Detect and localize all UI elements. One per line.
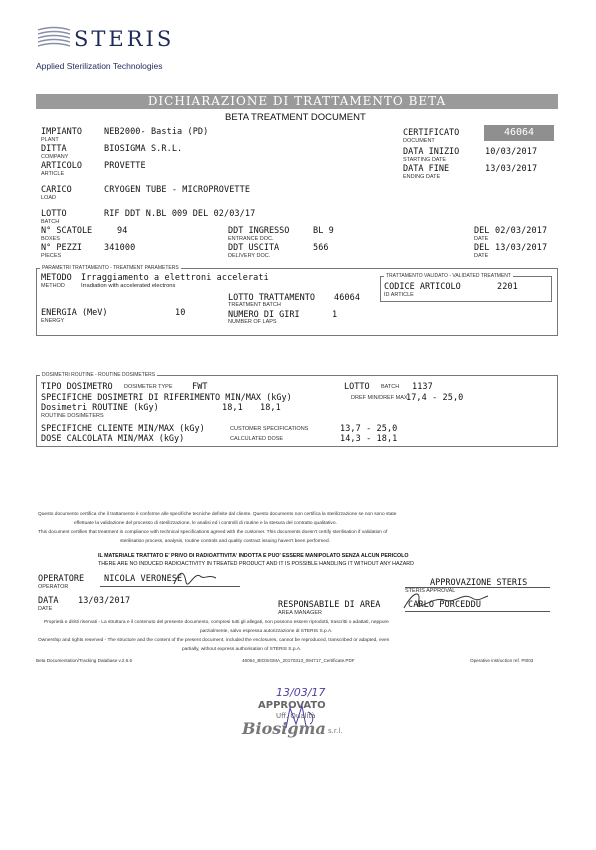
company-sublabel: COMPANY	[41, 154, 69, 160]
article-code-value: 2201	[497, 282, 518, 292]
delivery-date-sublabel: DATE	[474, 253, 489, 259]
stamp-company: Biosigma	[242, 719, 326, 738]
area-manager-sublabel: AREA MANAGER	[278, 610, 323, 616]
energy-value: 10	[175, 308, 186, 318]
entrance-doc-sublabel: ENTRANCE DOC.	[228, 236, 274, 242]
footer-file-name: 46064_BIOSIGMA_20170313_094717_Certificate.PDF	[242, 658, 355, 663]
note-italian-line-1: Questo documento certifica che il trattamento è conforme alle specifiche tecniche definite dal cliente. Questo documento non certifica la sterilizzazione se non sono state	[38, 512, 397, 517]
validated-treatment-title: TRATTAMENTO VALIDATO - VALIDATED TREATMENT	[386, 273, 511, 279]
entrance-doc-value: BL 9	[313, 226, 334, 236]
pieces-sublabel: PIECES	[41, 253, 62, 259]
boxes-sublabel: BOXES	[41, 236, 60, 242]
rights-english-line-1: Ownership and rights reserved - The structure and the content of the present document, included the enclosures, cannot be reproduced, transcribed or adapted, even	[38, 638, 390, 643]
article-label: ARTICOLO	[41, 161, 82, 171]
note-italian-line-2: effettuate la validazione del processo di sterilizzazione, le analisi ed i controlli di routine e la stesura del contratto qualitativo.	[74, 521, 337, 526]
calculated-dose-sublabel: CALCULATED DOSE	[230, 436, 284, 442]
end-date-sublabel: ENDING DATE	[403, 174, 441, 180]
note-english-line-2: sterilisation process, analysis, routine controls and quality contract issuing haven't been performed.	[120, 539, 330, 544]
energy-label: ENERGIA (MeV)	[41, 308, 108, 318]
reference-spec-sublabel: DREF MIN/DREF MAX	[351, 395, 408, 401]
treatment-parameters-title: PARAMETRI TRATTAMENTO - TREATMENT PARAMETERS	[42, 265, 179, 271]
entrance-date-value: 02/03/2017	[495, 226, 548, 236]
operator-signature-icon	[170, 566, 220, 590]
reference-spec-label: SPECIFICHE DOSIMETRI DI RIFERIMENTO MIN/MAX (kGy)	[41, 393, 292, 403]
entrance-doc-label: DDT INGRESSO	[228, 226, 290, 236]
pieces-value: 341000	[104, 243, 136, 253]
stamp-office: Uff. Qualità	[276, 712, 316, 720]
operator-label: OPERATORE	[38, 574, 85, 584]
approval-sublabel: STERIS APPROVAL	[405, 588, 456, 594]
delivery-date-label: DEL	[474, 243, 490, 253]
certificate-number: 46064	[484, 125, 554, 141]
brand-tagline: Applied Sterilization Technologies	[36, 61, 163, 71]
routine-dosimeters-sublabel: ROUTINE DOSIMETERS	[41, 413, 104, 419]
start-date-value: 10/03/2017	[485, 147, 538, 157]
plant-sublabel: PLANT	[41, 137, 59, 143]
routine-dosimeters-min: 18,1	[222, 403, 243, 413]
start-date-sublabel: STARTING DATE	[403, 157, 447, 163]
stamp-signature-icon	[280, 702, 320, 732]
footer-database-version: Beta Documentation/Tracking Database v.2.6.6	[36, 658, 133, 663]
dosimeter-type-value: FWT	[192, 382, 208, 392]
treatment-batch-value: 46064	[334, 293, 361, 303]
entrance-date-sublabel: DATE	[474, 236, 489, 242]
method-sublabel: METHOD	[41, 283, 65, 289]
start-date-label: DATA INIZIO	[403, 147, 460, 157]
routine-dosimeters-title: DOSIMETRI ROUTINE - ROUTINE DOSIMETERS	[42, 372, 156, 378]
rights-italian-line-2: parzialmente, salvo espressa autorizzazione di STERIS S.p.A.	[200, 629, 333, 634]
article-code-label: CODICE ARTICOLO	[384, 282, 461, 292]
method-value: Irraggiamento a elettroni accelerati	[81, 273, 269, 283]
document-subtitle: BETA TREATMENT DOCUMENT	[225, 112, 366, 123]
end-date-label: DATA FINE	[403, 164, 450, 174]
certificate-sublabel: DOCUMENT	[403, 138, 435, 144]
routine-dosimeters-label: Dosimetri ROUTINE (kGy)	[41, 403, 159, 413]
footer-instruction-ref: Operative instruction ref. PI003	[470, 658, 534, 663]
energy-sublabel: ENERGY	[41, 318, 65, 324]
operator-sublabel: OPERATOR	[38, 584, 69, 590]
calculated-dose-value: 14,3 - 18,1	[340, 434, 398, 444]
plant-label: IMPIANTO	[41, 127, 82, 137]
area-manager-value: CARLO PORCEDDU	[408, 600, 482, 610]
dosimeter-type-label: TIPO DOSIMETRO	[41, 382, 113, 392]
reference-spec-value: 17,4 - 25,0	[406, 393, 464, 403]
date-sublabel: DATE	[38, 606, 53, 612]
dosimeter-batch-value: 1137	[412, 382, 433, 392]
steris-logo-icon	[36, 26, 72, 52]
stamp-approved: APPROVATO	[258, 700, 326, 711]
delivery-date-value: 13/03/2017	[495, 243, 548, 253]
method-value-english: Irradiation with accelerated electrons	[81, 283, 176, 289]
treatment-batch-sublabel: TREATMENT BATCH	[228, 302, 281, 308]
rights-italian-line-1: Proprietà e diritti riservati - La struttura e il contenuto del presente documento, compresi tutti gli allegati, non possono essere riprodotti, trascritti o adattati, neppure	[44, 620, 389, 625]
routine-dosimeters-max: 18,1	[260, 403, 281, 413]
batch-sublabel: BATCH	[41, 219, 60, 225]
customer-spec-value: 13,7 - 25,0	[340, 424, 398, 434]
delivery-doc-sublabel: DELIVERY DOC.	[228, 253, 271, 259]
dosimeter-batch-sublabel: BATCH	[381, 384, 400, 390]
laps-label: NUMERO DI GIRI	[228, 310, 300, 320]
entrance-date-label: DEL	[474, 226, 490, 236]
approval-label: APPROVAZIONE STERIS	[430, 578, 528, 588]
date-label: DATA	[38, 596, 59, 606]
delivery-doc-label: DDT USCITA	[228, 243, 280, 253]
radioactivity-warning-italian: IL MATERIALE TRATTATO E' PRIVO DI RADIOATTIVITA' INDOTTA E PUO' ESSERE MANIPOLATO SENZA ALCUN PERICOLO	[98, 553, 409, 559]
customer-spec-label: SPECIFICHE CLIENTE MIN/MAX (kGy)	[41, 424, 205, 434]
batch-value: RIF DDT N.BL 009 DEL 02/03/17	[104, 209, 256, 219]
rights-english-line-2: partially, without express authorisation of STERIS S.p.A.	[182, 647, 302, 652]
certificate-label: CERTIFICATO	[403, 128, 460, 138]
treatment-batch-label: LOTTO TRATTAMENTO	[228, 293, 315, 303]
company-label: DITTA	[41, 144, 67, 154]
date-value: 13/03/2017	[78, 596, 131, 606]
stamp-company-suffix: s.r.l.	[328, 727, 343, 735]
customer-spec-sublabel: CUSTOMER SPECIFICATIONS	[230, 426, 309, 432]
calculated-dose-label: DOSE CALCOLATA MIN/MAX (kGy)	[41, 434, 185, 444]
operator-value: NICOLA VERONESE	[104, 574, 183, 584]
document-title: DICHIARAZIONE DI TRATTAMENTO BETA	[36, 94, 558, 109]
laps-value: 1	[332, 310, 338, 320]
load-label: CARICO	[41, 185, 72, 195]
dosimeter-type-sublabel: DOSIMETER TYPE	[124, 384, 173, 390]
note-english-line-1: This document certifies that treatment in compliance with technical specifications agreed with the customer. This documents doesn't certify sterilisation if validation of	[38, 530, 388, 535]
area-manager-label: RESPONSABILE DI AREA	[278, 600, 381, 610]
delivery-doc-value: 566	[313, 243, 329, 253]
boxes-label: N° SCATOLE	[41, 226, 93, 236]
stamp-date: 13/03/17	[276, 686, 326, 699]
brand-name: STERIS	[74, 27, 175, 51]
end-date-value: 13/03/2017	[485, 164, 538, 174]
article-code-sublabel: ID ARTICLE	[384, 292, 414, 298]
pieces-label: N° PEZZI	[41, 243, 82, 253]
method-label: METODO	[41, 273, 72, 283]
plant-value: NEB2000- Bastia (PD)	[104, 127, 209, 137]
load-value: CRYOGEN TUBE - MICROPROVETTE	[104, 185, 251, 195]
radioactivity-warning-english: THERE ARE NO INDUCED RADIOACTIVITY IN TREATED PRODUCT AND IT IS POSSIBLE HANDLING IT WITHOUT ANY HAZARD	[98, 561, 414, 567]
batch-label: LOTTO	[41, 209, 67, 219]
article-sublabel: ARTICLE	[41, 171, 65, 177]
laps-sublabel: NUMBER OF LAPS	[228, 319, 277, 325]
boxes-value: 94	[117, 226, 128, 236]
article-value: PROVETTE	[104, 161, 146, 171]
dosimeter-batch-label: LOTTO	[344, 382, 370, 392]
manager-signature-icon	[400, 588, 490, 614]
load-sublabel: LOAD	[41, 195, 56, 201]
company-value: BIOSIGMA S.R.L.	[104, 144, 183, 154]
